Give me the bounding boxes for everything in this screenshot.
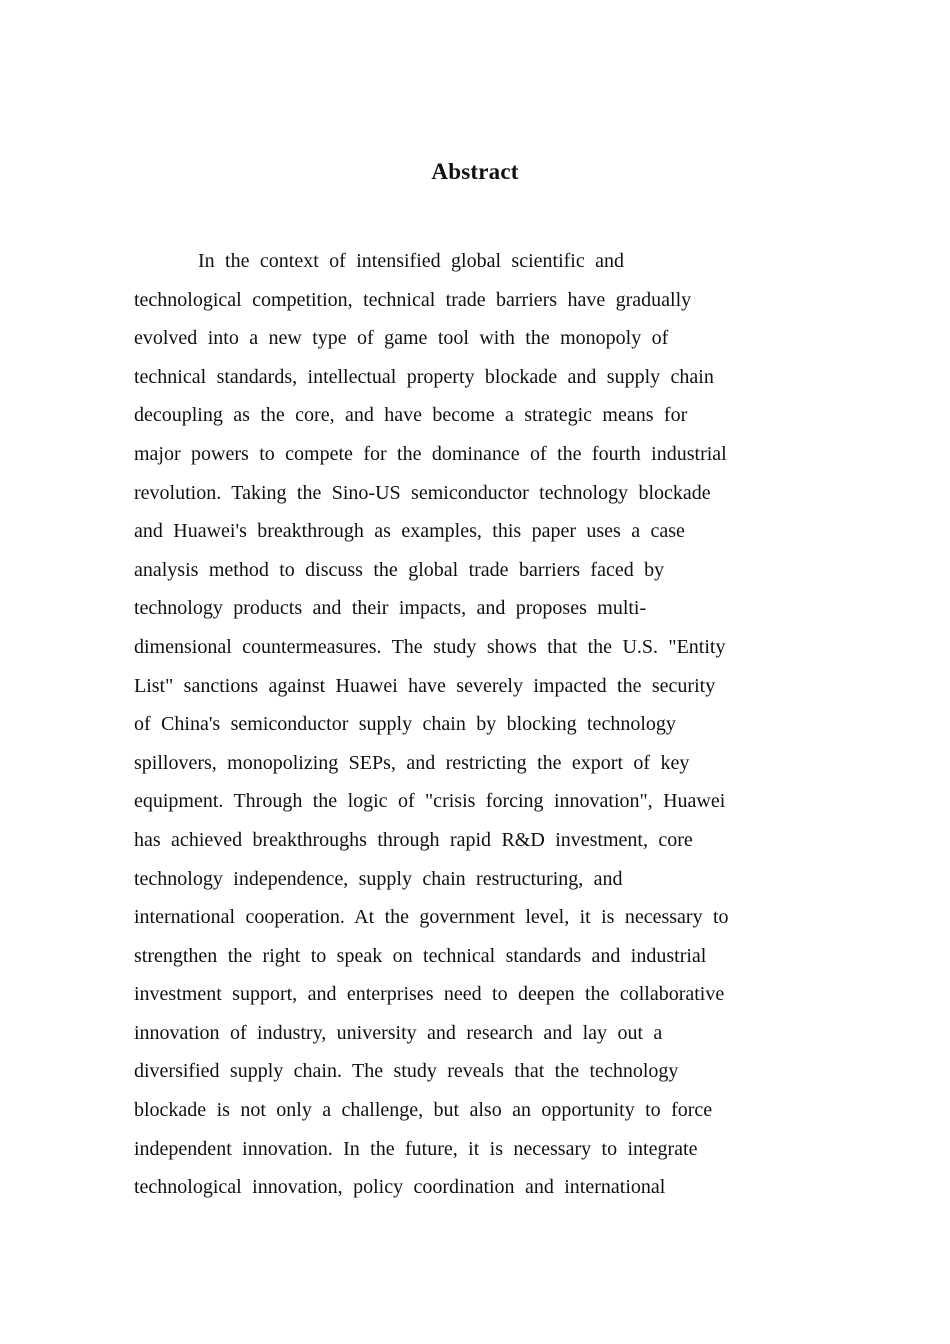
abstract-paragraph [134, 242, 814, 1207]
paragraph-line: and Huawei's breakthrough as examples, this paper uses a case [134, 520, 685, 543]
paragraph-line: technology independence, supply chain restructuring, and [134, 867, 623, 890]
paragraph-line: revolution. Taking the Sino-US semiconductor technology blockade [134, 481, 711, 504]
paragraph-line: innovation of industry, university and research and lay out a [134, 1021, 663, 1044]
paragraph-line: technological competition, technical trade barriers have gradually [134, 288, 692, 311]
paragraph-line: List" sanctions against Huawei have severely impacted the security [134, 674, 716, 697]
paragraph-line: of China's semiconductor supply chain by blocking technology [134, 713, 676, 736]
paragraph-line: analysis method to discuss the global trade barriers faced by [134, 558, 665, 581]
paragraph-line: technological innovation, policy coordination and international [134, 1176, 666, 1199]
abstract-heading: Abstract [431, 159, 519, 184]
paragraph-line: equipment. Through the logic of "crisis forcing innovation", Huawei [134, 790, 726, 813]
paragraph-line: decoupling as the core, and have become a strategic means for [134, 404, 688, 427]
paragraph-line: In the context of intensified global scientific and [198, 250, 625, 272]
paragraph-line: independent innovation. In the future, it is necessary to integrate [134, 1137, 698, 1160]
paragraph-line: evolved into a new type of game tool with the monopoly of [134, 327, 669, 350]
paragraph-line: diversified supply chain. The study reveals that the technology [134, 1060, 679, 1083]
paragraph-line: investment support, and enterprises need to deepen the collaborative [134, 983, 725, 1006]
paragraph-line: international cooperation. At the government level, it is necessary to [134, 906, 729, 929]
paragraph-line: major powers to compete for the dominance of the fourth industrial [134, 442, 727, 465]
paragraph-line: has achieved breakthroughs through rapid R&D investment, core [134, 828, 693, 851]
paragraph-line: strengthen the right to speak on technical standards and industrial [134, 944, 707, 967]
paragraph-line: dimensional countermeasures. The study shows that the U.S. "Entity [134, 635, 726, 658]
paragraph-line: technical standards, intellectual property blockade and supply chain [134, 365, 714, 388]
paragraph-line: technology products and their impacts, and proposes multi- [134, 597, 647, 620]
paragraph-line: blockade is not only a challenge, but also an opportunity to force [134, 1099, 713, 1122]
paragraph-line: spillovers, monopolizing SEPs, and restricting the export of key [134, 751, 690, 774]
